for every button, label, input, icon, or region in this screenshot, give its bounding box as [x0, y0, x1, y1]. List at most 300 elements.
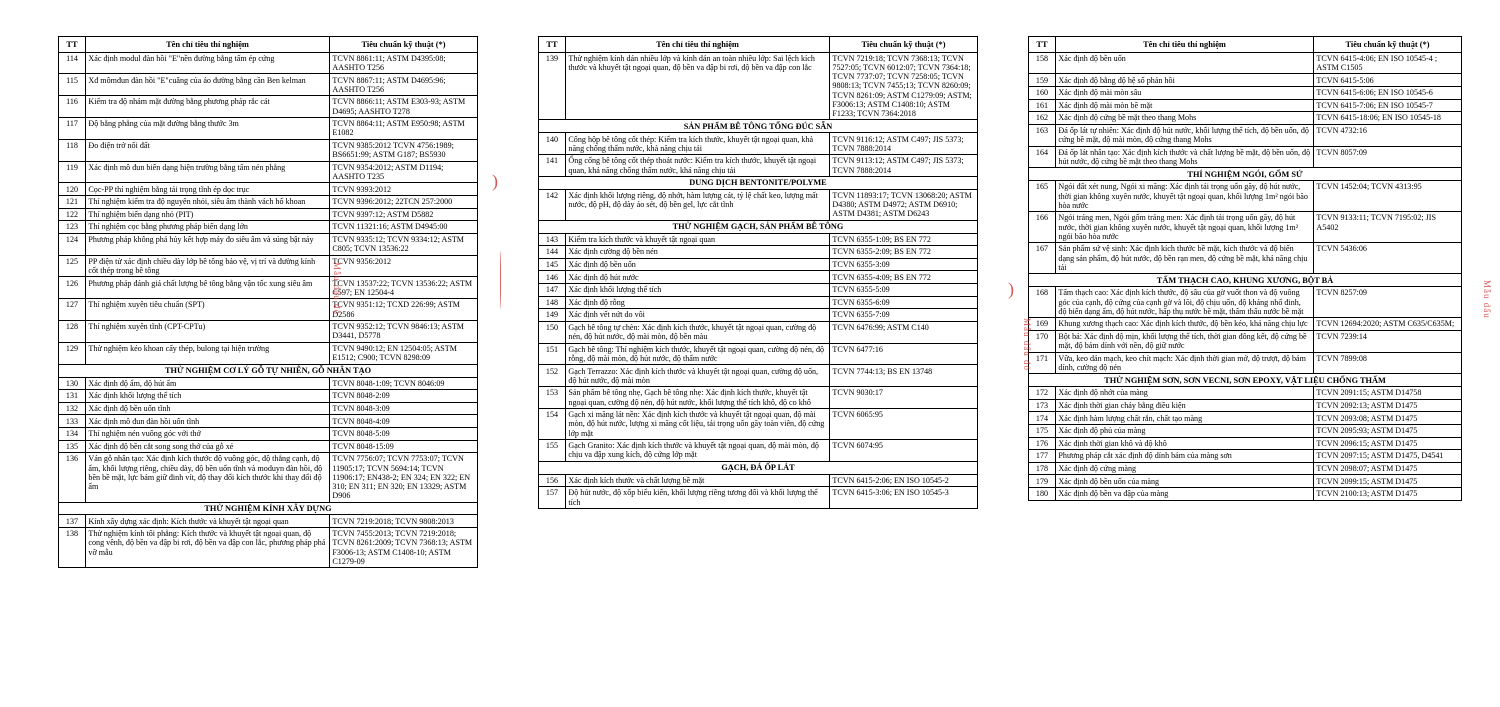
cell-test-name: Vữa, keo dán mạch, keo chít mạch: Xác định thời gian mở, độ trượt, độ bám dính, cường độ nén: [1056, 352, 1314, 374]
cell-standard: TCVN 8048-4:09: [330, 415, 478, 428]
table-row: [1029, 99, 1462, 112]
header-tt: TT: [1029, 37, 1056, 53]
table-row: [59, 390, 478, 403]
cell-standard: TCVN 2091:15; ASTM D14758: [1314, 387, 1462, 400]
cell-tt: 152: [539, 365, 566, 387]
cell-test-name: Cọc-PP thí nghiệm bằng tải trọng tĩnh ép dọc trục: [86, 183, 330, 196]
cell-standard: TCVN 9133:11; TCVN 7195:02; JIS A5402: [1314, 212, 1462, 243]
cell-tt: 118: [59, 139, 86, 161]
cell-test-name: Thử nghiệm kính dán nhiều lớp và kính dán an toàn nhiều lớp: Sai lệch kích thước và khuyết tật ngoại quan, độ bền va đập bi rơi, độ bền va đập con lắc: [566, 52, 830, 120]
cell-test-name: Phương pháp đánh giá chất lượng bê tông bằng vận tốc xung siêu âm: [86, 277, 330, 299]
cell-test-name: Gạch Granito: Xác định kích thước và khuyết tật ngoại quan, độ mài mòn, độ chịu va đập xung kích, độ cứng lớp mặt: [566, 440, 830, 462]
table-row: [539, 409, 978, 440]
cell-standard: TCVN 8048-5:09: [330, 427, 478, 440]
cell-tt: 173: [1029, 399, 1056, 412]
cell-tt: 150: [539, 321, 566, 343]
table-section-row: [539, 120, 978, 133]
table-row: [59, 118, 478, 140]
cell-test-name: Phương pháp cắt xác định độ dính bám của màng sơn: [1056, 450, 1314, 463]
cell-tt: 157: [539, 487, 566, 509]
cell-test-name: Xác định độ rỗng: [566, 296, 830, 309]
section-title: THỬ NGHIỆM CƠ LÝ GỖ TỰ NHIÊN, GỖ NHÂN TẠO: [59, 364, 478, 377]
cell-tt: 123: [59, 221, 86, 234]
cell-test-name: Xác định độ bền va đập của màng: [1056, 487, 1314, 500]
header-test-name: Tên chỉ tiêu thí nghiệm: [566, 37, 830, 53]
cell-standard: TCVN 9393:2012: [330, 183, 478, 196]
cell-standard: TCVN 6415-2:06; EN ISO 10545-2: [830, 474, 978, 487]
table-row: [539, 321, 978, 343]
cell-standard: TCVN 6074:95: [830, 440, 978, 462]
table-row: [59, 183, 478, 196]
cell-standard: TCVN 9354:2012; ASTM D1194; AASHTO T235: [330, 161, 478, 183]
table-row: [539, 474, 978, 487]
cell-test-name: Xác định độ phủ của màng: [1056, 425, 1314, 438]
table-row: [59, 415, 478, 428]
cell-standard: TCVN 8048-15:09: [330, 440, 478, 453]
header-standard: Tiêu chuẩn kỹ thuật (*): [830, 37, 978, 53]
cell-test-name: Xác định thời gian cháy bằng điều kiện: [1056, 399, 1314, 412]
cell-test-name: Xác định độ hút nước: [566, 271, 830, 284]
table-row: [539, 440, 978, 462]
cell-tt: 120: [59, 183, 86, 196]
cell-tt: 134: [59, 427, 86, 440]
table-row: [59, 402, 478, 415]
cell-tt: 163: [1029, 124, 1056, 146]
table-row: [539, 155, 978, 177]
cell-standard: TCVN 6355-1:09; BS EN 772: [830, 233, 978, 246]
table-row: [1029, 112, 1462, 125]
cell-standard: TCVN 11321:16; ASTM D4945:00: [330, 221, 478, 234]
cell-test-name: Kiểm tra kích thước và khuyết tật ngoại quan: [566, 233, 830, 246]
cell-test-name: Thử nghiệm kính tôi phẳng: Kích thước và khuyết tật ngoại quan, độ cong vênh, độ bền va đập bi rơi, độ bền va đập con lắc, phương pháp phá vỡ mẫu: [86, 527, 330, 567]
table-row: [1029, 425, 1462, 438]
table-row: [539, 309, 978, 322]
document-column-3: [1000, 0, 1500, 707]
cell-standard: TCVN 9356:2012: [330, 255, 478, 277]
cell-tt: 137: [59, 515, 86, 528]
table-column-2: [538, 36, 978, 509]
cell-test-name: Xác định độ mài mòn sâu: [1056, 86, 1314, 99]
header-tt: TT: [539, 37, 566, 53]
table-body-1: [59, 52, 478, 568]
cell-tt: 178: [1029, 462, 1056, 475]
cell-test-name: Xác định độ bền uốn tĩnh: [86, 402, 330, 415]
cell-test-name: Độ bằng phẳng của mặt đường bằng thước 3m: [86, 118, 330, 140]
table-header-row: [539, 37, 978, 53]
cell-standard: TCVN 2097:15; ASTM D1475, D4541: [1314, 450, 1462, 463]
table-row: [1029, 52, 1462, 74]
table-row: [539, 189, 978, 220]
cell-tt: 142: [539, 189, 566, 220]
cell-test-name: Ngói tráng men, Ngói gốm tráng men: Xác định tải trọng uốn gãy, độ hút nước, thời gian không xuyên nước, khuyết tật ngoại quan, khối lượng 1m² ngói bão hòa nước: [1056, 212, 1314, 243]
cell-standard: TCVN 6355-3:09: [830, 258, 978, 271]
cell-test-name: Đo điện trở nối đất: [86, 139, 330, 161]
document-column-2: [500, 0, 1000, 707]
cell-test-name: Xác định độ ẩm, độ hút ẩm: [86, 377, 330, 390]
cell-test-name: Xác định độ bền cắt song song thớ của gỗ xẻ: [86, 440, 330, 453]
cell-test-name: Đá ốp lát nhân tạo: Xác định kích thước và chất lượng bề mặt, độ bền uốn, độ hút nước, độ cứng bề mặt theo thang Mohs: [1056, 146, 1314, 168]
red-annotation-mark-3: ): [1008, 279, 1014, 299]
table-section-row: [1029, 274, 1462, 287]
cell-test-name: Ống cống bê tông cốt thép thoát nước: Kiểm tra kích thước, khuyết tật ngoại quan, khả năng chống thấm nước, khả năng chịu tải: [566, 155, 830, 177]
table-row: [1029, 287, 1462, 318]
cell-tt: 147: [539, 284, 566, 297]
red-stamp-text-2: Mẫu dấu đỏ: [1022, 318, 1032, 371]
table-row: [1029, 318, 1462, 331]
section-title: THỬ NGHIỆM KÍNH XÂY DỰNG: [59, 502, 478, 515]
cell-standard: TCVN 6065:95: [830, 409, 978, 440]
cell-tt: 154: [539, 409, 566, 440]
cell-tt: 124: [59, 233, 86, 255]
cell-tt: 119: [59, 161, 86, 183]
cell-tt: 140: [539, 133, 566, 155]
table-row: [59, 277, 478, 299]
cell-standard: TCVN 6415-4:06; EN ISO 10545-4 ; ASTM C1505: [1314, 52, 1462, 74]
cell-tt: 174: [1029, 412, 1056, 425]
cell-tt: 114: [59, 52, 86, 74]
table-row: [1029, 462, 1462, 475]
cell-tt: 143: [539, 233, 566, 246]
cell-test-name: Gạch bê tông: Thí nghiệm kích thước, khuyết tật ngoại quan, cường độ nén, độ rỗng, độ mài mòn, độ hút nước, độ thấm nước: [566, 343, 830, 365]
cell-test-name: Đá ốp lát tự nhiên: Xác định độ hút nước, khối lượng thể tích, độ bền uốn, độ cứng bề mặt, độ mài mòn, độ cứng thang Mohs: [1056, 124, 1314, 146]
cell-test-name: Tấm thạch cao: Xác định kích thước, độ sâu của gờ vuốt thon và độ vuông góc của cạnh, độ cứng của cạnh gờ và lõi, độ chịu uốn, độ kháng nhổ đinh, độ biến dạng ẩm, độ hút nước, hấp thụ nước bề mặt, thấm thấu nước bề mặt: [1056, 287, 1314, 318]
cell-test-name: Thí nghiệm xuyên tiêu chuẩn (SPT): [86, 299, 330, 321]
table-column-3: [1028, 36, 1462, 501]
cell-test-name: Xác định cường độ bền nén: [566, 246, 830, 259]
cell-tt: 121: [59, 196, 86, 209]
cell-standard: TCVN 8048-3:09: [330, 402, 478, 415]
cell-tt: 167: [1029, 243, 1056, 274]
cell-standard: TCVN 7219:2018; TCVN 9808:2013: [330, 515, 478, 528]
cell-standard: TCVN 2099:15; ASTM D1475: [1314, 475, 1462, 488]
cell-test-name: Xác định độ cứng màng: [1056, 462, 1314, 475]
cell-test-name: Gạch bê tông tự chèn: Xác định kích thước, khuyết tật ngoại quan, cường độ nén, độ hút nước, độ mài mòn, độ bền màu: [566, 321, 830, 343]
cell-tt: 176: [1029, 437, 1056, 450]
table-row: [539, 52, 978, 120]
cell-tt: 131: [59, 390, 86, 403]
cell-standard: TCVN 8048-2:09: [330, 390, 478, 403]
table-row: [539, 343, 978, 365]
section-title: DUNG DỊCH BENTONITE/POLYME: [539, 176, 978, 189]
table-row: [539, 258, 978, 271]
cell-standard: TCVN 8257:09: [1314, 287, 1462, 318]
cell-standard: TCVN 7239:14: [1314, 330, 1462, 352]
cell-standard: TCVN 9351:12; TCXD 226:99; ASTM D2586: [330, 299, 478, 321]
table-row: [1029, 330, 1462, 352]
table-row: [539, 284, 978, 297]
cell-standard: TCVN 9030:17: [830, 387, 978, 409]
cell-tt: 139: [539, 52, 566, 120]
cell-tt: 146: [539, 271, 566, 284]
cell-test-name: Ngói đất xét nung, Ngói xi măng: Xác định tải trọng uốn gãy, độ hút nước, thời gian không xuyên nước, khuyết tật ngoại quan, khối lượng 1m² ngói bão hòa nước: [1056, 181, 1314, 212]
cell-standard: TCVN 7455:2013; TCVN 7219:2018; TCVN 8261:2009; TCVN 7368:13; ASTM F3006-13; ASTM C1408-10; ASTM C1279-09: [330, 527, 478, 567]
cell-standard: TCVN 2098:07; ASTM D1475: [1314, 462, 1462, 475]
cell-standard: TCVN 9352:12; TCVN 9846:13; ASTM D3441, D5778: [330, 321, 478, 343]
cell-test-name: Xác định độ bằng độ hệ số phản hồi: [1056, 74, 1314, 87]
table-column-1: [58, 36, 478, 568]
table-row: [59, 139, 478, 161]
cell-standard: TCVN 8861:11; ASTM D4395:08; AASHTO T256: [330, 52, 478, 74]
cell-standard: TCVN 9335:12; TCVN 9334:12; ASTM C805; TCVN 13536:22: [330, 233, 478, 255]
table-row: [59, 440, 478, 453]
cell-tt: 162: [1029, 112, 1056, 125]
cell-standard: TCVN 6355-5:09: [830, 284, 978, 297]
cell-test-name: Xác định khối lượng thể tích: [86, 390, 330, 403]
cell-tt: 130: [59, 377, 86, 390]
cell-test-name: Kiểm tra độ nhám mặt đường bằng phương pháp rắc cát: [86, 96, 330, 118]
cell-tt: 122: [59, 208, 86, 221]
table-section-row: [539, 176, 978, 189]
cell-tt: 115: [59, 74, 86, 96]
cell-tt: 158: [1029, 52, 1056, 74]
cell-standard: TCVN 2092:13; ASTM D1475: [1314, 399, 1462, 412]
section-title: GẠCH, ĐÁ ỐP LÁT: [539, 461, 978, 474]
cell-standard: TCVN 6477:16: [830, 343, 978, 365]
cell-tt: 177: [1029, 450, 1056, 463]
cell-standard: TCVN 7756:07; TCVN 7753:07; TCVN 11905:17; TCVN 5694:14; TCVN 11906:17; EN438-2; EN 324; EN 322; EN 310; EN 311; EN 320; EN 13329; ASTM D906: [330, 453, 478, 502]
cell-standard: TCVN 8057:09: [1314, 146, 1462, 168]
cell-standard: TCVN 4732:16: [1314, 124, 1462, 146]
cell-tt: 170: [1029, 330, 1056, 352]
cell-standard: TCVN 9113:12; ASTM C497; JIS 5373; TCVN 7888:2014: [830, 155, 978, 177]
cell-test-name: Xác định mô đun đàn hồi uốn tĩnh: [86, 415, 330, 428]
table-row: [1029, 352, 1462, 374]
table-row: [1029, 86, 1462, 99]
header-standard: Tiêu chuẩn kỹ thuật (*): [1314, 37, 1462, 53]
table-row: [59, 52, 478, 74]
cell-test-name: Xác định khối lượng riêng, độ nhớt, hàm lượng cát, tỷ lệ chất keo, lượng mất nước, độ pH, độ dày áo sét, độ bền gel, lực cắt tĩnh: [566, 189, 830, 220]
table-row: [1029, 124, 1462, 146]
cell-standard: TCVN 9116:12; ASTM C497; JIS 5373; TCVN 7888:2014: [830, 133, 978, 155]
cell-test-name: Thử nghiệm kéo khoan cấy thép, bulong tại hiện trường: [86, 342, 330, 364]
table-row: [59, 233, 478, 255]
section-title: SẢN PHẨM BÊ TÔNG TỔNG ĐÚC SẴN: [539, 120, 978, 133]
table-body-2: [539, 52, 978, 509]
cell-tt: 132: [59, 402, 86, 415]
cell-tt: 155: [539, 440, 566, 462]
cell-test-name: Sản phẩm sứ vệ sinh: Xác định kích thước bề mặt, kích thước và độ biến dạng sản phẩm, độ hút nước, độ bền rạn men, độ cứng bề mặt, khả năng chịu tải: [1056, 243, 1314, 274]
cell-tt: 153: [539, 387, 566, 409]
cell-tt: 172: [1029, 387, 1056, 400]
cell-standard: TCVN 6476:99; ASTM C140: [830, 321, 978, 343]
cell-standard: TCVN 1452:04; TCVN 4313:95: [1314, 181, 1462, 212]
cell-tt: 128: [59, 321, 86, 343]
cell-standard: TCVN 8866:11; ASTM E303-93; ASTM D4695; AASHTO T278: [330, 96, 478, 118]
cell-tt: 161: [1029, 99, 1056, 112]
cell-test-name: Gạch xi măng lát nền: Xác định kích thước và khuyết tật ngoại quan, độ mài mòn, độ hút nước, lượng xi măng cốt liệu, tải trọng uốn gãy toàn viên, độ cứng lớp mặt: [566, 409, 830, 440]
cell-standard: TCVN 9490:12; EN 12504:05; ASTM E1512; C900; TCVN 8298:09: [330, 342, 478, 364]
section-title: TẤM THẠCH CAO, KHUNG XƯƠNG, BỘT BẢ: [1029, 274, 1462, 287]
cell-tt: 166: [1029, 212, 1056, 243]
cell-test-name: Xác định độ bền uốn: [1056, 52, 1314, 74]
table-row: [1029, 475, 1462, 488]
cell-test-name: Thí nghiệm xuyên tĩnh (CPT-CPTu): [86, 321, 330, 343]
table-row: [59, 321, 478, 343]
header-test-name: Tên chỉ tiêu thí nghiệm: [1056, 37, 1314, 53]
table-row: [59, 427, 478, 440]
table-row: [1029, 181, 1462, 212]
table-row: [539, 133, 978, 155]
header-standard: Tiêu chuẩn kỹ thuật (*): [330, 37, 478, 53]
cell-standard: TCVN 9397:12; ASTM D5882: [330, 208, 478, 221]
cell-test-name: Sản phẩm bê tông nhẹ, Gạch bê tông nhẹ: Xác định kích thước, khuyết tật ngoại quan, cường độ nén, độ hút nước, khối lượng thể tích khô, độ co khô: [566, 387, 830, 409]
cell-test-name: Gạch Terrazzo: Xác định kích thước và khuyết tật ngoại quan, cường độ uốn, độ hút nước, độ mài mòn: [566, 365, 830, 387]
cell-tt: 126: [59, 277, 86, 299]
cell-tt: 135: [59, 440, 86, 453]
cell-tt: 141: [539, 155, 566, 177]
cell-test-name: Xác định độ mài mòn bề mặt: [1056, 99, 1314, 112]
cell-tt: 133: [59, 415, 86, 428]
red-stamp-text-1: Mẫu dấu đỏ: [332, 262, 342, 315]
cell-test-name: Xác định khối lượng thể tích: [566, 284, 830, 297]
table-row: [539, 246, 978, 259]
cell-test-name: Xác định kích thước và chất lượng bề mặt: [566, 474, 830, 487]
cell-tt: 138: [59, 527, 86, 567]
table-row: [59, 453, 478, 502]
table-section-row: [1029, 374, 1462, 387]
table-row: [1029, 399, 1462, 412]
cell-test-name: Xác định vết nứt do vôi: [566, 309, 830, 322]
table-row: [59, 515, 478, 528]
cell-test-name: Cống hộp bê tông cốt thép: Kiểm tra kích thước, khuyết tật ngoại quan, khả năng chống thấm nước, khả năng chịu tải: [566, 133, 830, 155]
table-row: [59, 196, 478, 209]
table-row: [1029, 212, 1462, 243]
table-section-row: [59, 364, 478, 377]
cell-standard: TCVN 6355-6:09: [830, 296, 978, 309]
cell-standard: TCVN 6355-7:09: [830, 309, 978, 322]
cell-test-name: Xác định độ bền uốn: [566, 258, 830, 271]
table-row: [59, 377, 478, 390]
cell-test-name: Thí nghiệm kiểm tra độ nguyên nhỏi, siêu âm thành vách hố khoan: [86, 196, 330, 209]
table-row: [1029, 487, 1462, 500]
cell-tt: 116: [59, 96, 86, 118]
cell-test-name: PP điện tử xác định chiều dày lớp bê tông bảo vệ, vị trí và đường kính cốt thép trong bê tông: [86, 255, 330, 277]
table-section-row: [539, 220, 978, 233]
cell-standard: TCVN 6415-18:06; EN ISO 10545-18: [1314, 112, 1462, 125]
cell-test-name: Thí nghiệm nén vuông góc với thớ: [86, 427, 330, 440]
cell-standard: TCVN 12694:2020; ASTM C635/C635M;: [1314, 318, 1462, 331]
cell-test-name: Xác định độ nhớt của màng: [1056, 387, 1314, 400]
table-row: [59, 208, 478, 221]
header-test-name: Tên chỉ tiêu thí nghiệm: [86, 37, 330, 53]
table-section-row: [539, 461, 978, 474]
table-section-row: [59, 502, 478, 515]
cell-standard: TCVN 6415-7:06; EN ISO 10545-7: [1314, 99, 1462, 112]
table-row: [59, 96, 478, 118]
cell-test-name: Xác định modul đàn hồi "E"nền đường bằng tấm ép cứng: [86, 52, 330, 74]
cell-tt: 171: [1029, 352, 1056, 374]
cell-standard: TCVN 6355-4:09; BS EN 772: [830, 271, 978, 284]
table-row: [59, 299, 478, 321]
cell-test-name: Thí nghiệm biến dạng nhỏ (PIT): [86, 208, 330, 221]
table-row: [539, 487, 978, 509]
cell-standard: TCVN 8048-1:09; TCVN 8046:09: [330, 377, 478, 390]
table-row: [59, 342, 478, 364]
cell-standard: TCVN 7219:18; TCVN 7368:13; TCVN 7527:05; TCVN 6012:07; TCVN 7364:18; TCVN 7737:07; TCVN 7258:05; TCVN 9808:13; TCVN 7455;13; TCVN 8260:09; TCVN 8261:09; ASTM C1279:09; ASTM; F3006:13; ASTM C1408:10; ASTM F1233; TCVN 7364:2018: [830, 52, 978, 120]
table-row: [59, 527, 478, 567]
cell-tt: 127: [59, 299, 86, 321]
cell-tt: 179: [1029, 475, 1056, 488]
cell-standard: TCVN 2093:08; ASTM D1475: [1314, 412, 1462, 425]
cell-tt: 159: [1029, 74, 1056, 87]
table-row: [539, 387, 978, 409]
section-title: THỬ NGHIỆM GẠCH, SẢN PHẨM BÊ TÔNG: [539, 220, 978, 233]
cell-tt: 129: [59, 342, 86, 364]
cell-tt: 165: [1029, 181, 1056, 212]
cell-test-name: Xác định mô đun biến dạng hiện trường bằng tấm nén phẳng: [86, 161, 330, 183]
cell-tt: 168: [1029, 287, 1056, 318]
cell-standard: TCVN 6415-5:06: [1314, 74, 1462, 87]
cell-tt: 117: [59, 118, 86, 140]
table-row: [59, 255, 478, 277]
section-title: THỬ NGHIỆM SƠN, SƠN VECNI, SƠN EPOXY, VẬT LIỆU CHỐNG THẤM: [1029, 374, 1462, 387]
cell-test-name: Bột bả: Xác định độ mịn, khối lượng thể tích, thời gian đông kết, độ cứng bề mặt, độ bám dính với nền, độ giữ nước: [1056, 330, 1314, 352]
cell-standard: TCVN 9396:2012; 22TCN 257:2000: [330, 196, 478, 209]
cell-test-name: Xác định thời gian khô và độ khô: [1056, 437, 1314, 450]
cell-tt: 144: [539, 246, 566, 259]
table-row: [539, 365, 978, 387]
cell-tt: 149: [539, 309, 566, 322]
cell-tt: 125: [59, 255, 86, 277]
cell-tt: 180: [1029, 487, 1056, 500]
cell-standard: TCVN 8864:11; ASTM E950:98; ASTM E1082: [330, 118, 478, 140]
header-tt: TT: [59, 37, 86, 53]
red-stamp-text-3: Mẫu dấu: [1482, 280, 1492, 319]
table-body-3: [1029, 52, 1462, 500]
red-annotation-mark-1: ): [492, 171, 498, 191]
cell-standard: TCVN 7744:13; BS EN 13748: [830, 365, 978, 387]
cell-standard: TCVN 6415-3:06; EN ISO 10545-3: [830, 487, 978, 509]
table-row: [59, 74, 478, 96]
cell-standard: TCVN 8867:11; ASTM D4695:96; AASHTO T256: [330, 74, 478, 96]
table-row: [1029, 450, 1462, 463]
table-row: [59, 221, 478, 234]
cell-tt: 164: [1029, 146, 1056, 168]
table-row: [1029, 146, 1462, 168]
cell-standard: TCVN 6415-6:06; EN ISO 10545-6: [1314, 86, 1462, 99]
table-row: [539, 271, 978, 284]
table-row: [539, 296, 978, 309]
cell-test-name: Xđ mômđun đàn hồi "E"cuǎng của áo đường bằng cần Ben kelman: [86, 74, 330, 96]
table-row: [1029, 243, 1462, 274]
cell-tt: 160: [1029, 86, 1056, 99]
table-row: [1029, 74, 1462, 87]
cell-tt: 148: [539, 296, 566, 309]
cell-tt: 145: [539, 258, 566, 271]
cell-test-name: Kính xây dựng xác định: Kích thước và khuyết tật ngoại quan: [86, 515, 330, 528]
cell-test-name: Thí nghiệm cọc bằng phương pháp biến dạng lớn: [86, 221, 330, 234]
cell-tt: 169: [1029, 318, 1056, 331]
cell-test-name: Xác định độ cứng bề mặt theo thang Mohs: [1056, 112, 1314, 125]
table-row: [539, 233, 978, 246]
cell-standard: TCVN 2095:93; ASTM D1475: [1314, 425, 1462, 438]
document-column-1: [0, 0, 500, 707]
cell-test-name: Xác định hàm lượng chất rắn, chất tạo màng: [1056, 412, 1314, 425]
cell-standard: TCVN 9385:2012 TCVN 4756:1989; BS6651:99; ASTM G187; BS5930: [330, 139, 478, 161]
table-row: [1029, 412, 1462, 425]
table-row: [1029, 387, 1462, 400]
cell-standard: TCVN 6355-2:09; BS EN 772: [830, 246, 978, 259]
cell-standard: TCVN 2096:15; ASTM D1475: [1314, 437, 1462, 450]
table-section-row: [1029, 168, 1462, 181]
table-header-row: [59, 37, 478, 53]
cell-standard: TCVN 5436:06: [1314, 243, 1462, 274]
table-row: [1029, 437, 1462, 450]
cell-standard: TCVN 2100:13; ASTM D1475: [1314, 487, 1462, 500]
cell-test-name: Xác định độ bền uốn của màng: [1056, 475, 1314, 488]
cell-tt: 151: [539, 343, 566, 365]
cell-standard: TCVN 13537:22; TCVN 13536:22; ASTM C597; EN 12504-4: [330, 277, 478, 299]
